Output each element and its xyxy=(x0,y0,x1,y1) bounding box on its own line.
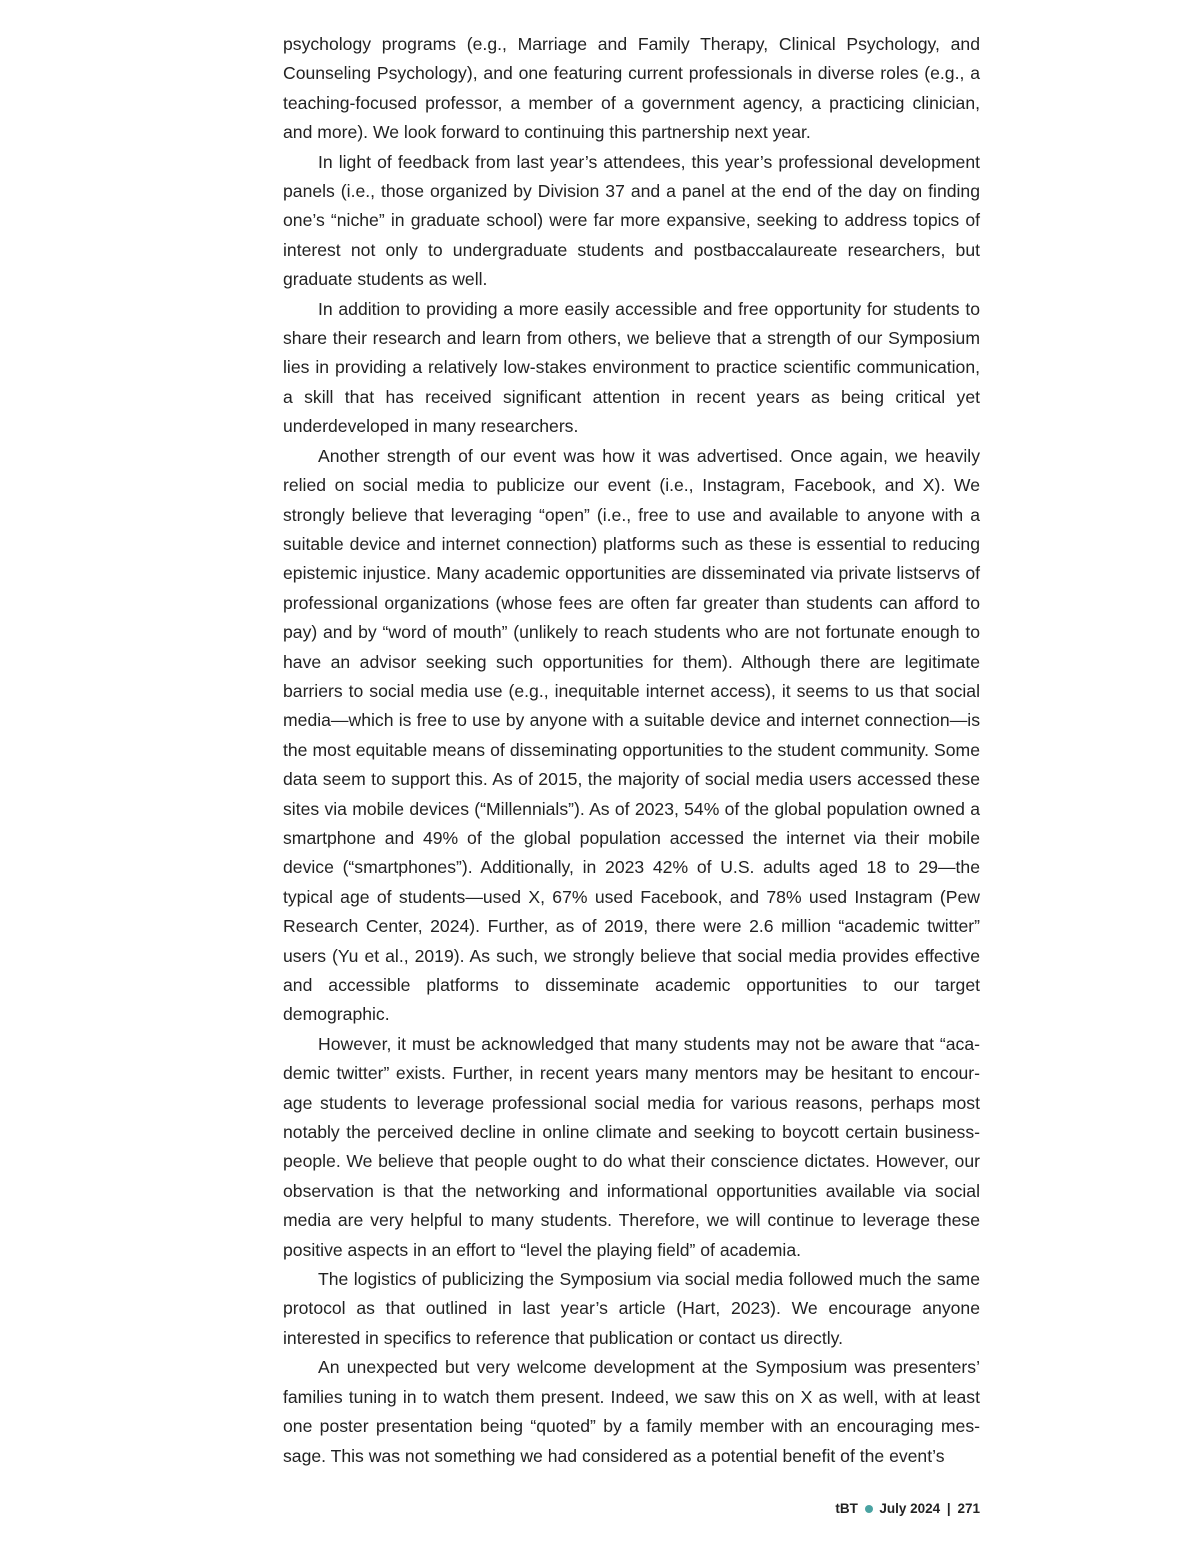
paragraph-professional-development-panels: In light of feedback from last year’s attendees, this year’s professional development panels (i.e., those organized by Division 37 and a panel at the end of the day on finding one’s “niche” in graduate school) were far more expansive, seeking to address topics of interest not only to undergraduate students and postbaccalaureate researchers, but graduate students as well. xyxy=(283,151,980,290)
footer-separator: | xyxy=(946,1501,951,1516)
footer-issue-date: July 2024 xyxy=(879,1501,941,1516)
footer-journal-name: tBT xyxy=(835,1501,858,1516)
paragraph-social-media-advertising: Another strength of our event was how it was advertised. Once again, we heavily relied on social media to publicize our event (i.e., Instagram, Facebook, and X). We strongly believe that leveraging “open” (i.e., free to use and available to anyone with a suitable device and internet connection) platforms such as these is essential to reducing epistemic injustice. Many academic opportunities are disseminated via private listservs of professional organizations (whose fees are often far greater than students can afford to pay) and by “word of mouth” (unlikely to reach students who are not fortunate enough to have an advisor seeking such opportunities for them). Although there are legitimate barriers to social media use (e.g., inequitable internet access), it seems to us that social media—which is free to use by anyone with a suitable device and internet connection—is the most equitable means of disseminating opportunities to the student community. Some data seem to support this. As of 2015, the majority of social media users accessed these sites via mobile devices (“Millennials”). As of 2023, 54% of the global population owned a smartphone and 49% of the global population accessed the internet via their mobile device (“smartphones”). Additionally, in 2023 42% of U.S. adults aged 18 to 29—the typical age of students—used X, 67% used Facebook, and 78% used Instagram (Pew Research Center, 2024). Further, as of 2019, there were 2.6 million “academic twitter” users (Yu et al., 2019). As such, we strongly believe that social media provides effective and accessible platforms to disseminate academic opportunities to our target demographic. xyxy=(283,445,980,1025)
paragraph-scientific-communication: In addition to providing a more easily accessible and free opportunity for students to share their research and learn from others, we believe that a strength of our Symposium lies in providing a relatively low-stakes environment to practice scientific communication, a skill that has received significant attention in recent years as being critical yet underdeveloped in many researchers. xyxy=(283,298,980,437)
paragraph-academic-twitter: However, it must be acknowledged that many students may not be aware that “academic twitter” exists. Further, in recent years many mentors may be hesitant to encourage students to leverage professional social media for various reasons, perhaps most notably the perceived decline in online climate and seeking to boycott certain businesspeople. We believe that people ought to do what their conscience dictates. However, our observation is that the networking and informational opportunities available via social media are very helpful to many students. Therefore, we will continue to leverage these positive aspects in an effort to “level the playing field” of academia. xyxy=(283,1033,980,1260)
footer-dot-icon xyxy=(865,1505,873,1513)
article-body xyxy=(283,30,980,1471)
paragraph-publicizing-logistics: The logistics of publicizing the Symposium via social media followed much the same protocol as that outlined in last year’s article (Hart, 2023). We encourage anyone interested in specifics to reference that publication or contact us directly. xyxy=(283,1269,980,1348)
footer-page-number: 271 xyxy=(957,1501,980,1516)
page-footer xyxy=(835,1501,980,1516)
paragraph-psychology-programs: psychology programs (e.g., Marriage and Family Therapy, Clinical Psychology, and Counseling Psychology), and one featuring current professionals in diverse roles (e.g., a teaching-focused professor, a member of a government agency, a practicing clinician, and more). We look forward to continuing this partnership next year. xyxy=(283,34,980,143)
paragraph-families-tuning-in: An unexpected but very welcome development at the Symposium was presenters’ families tuning in to watch them present. Indeed, we saw this on X as well, with at least one poster presentation being “quoted” by a family member with an encouraging message. This was not something we had considered as a potential benefit of the event’s xyxy=(283,1357,980,1466)
